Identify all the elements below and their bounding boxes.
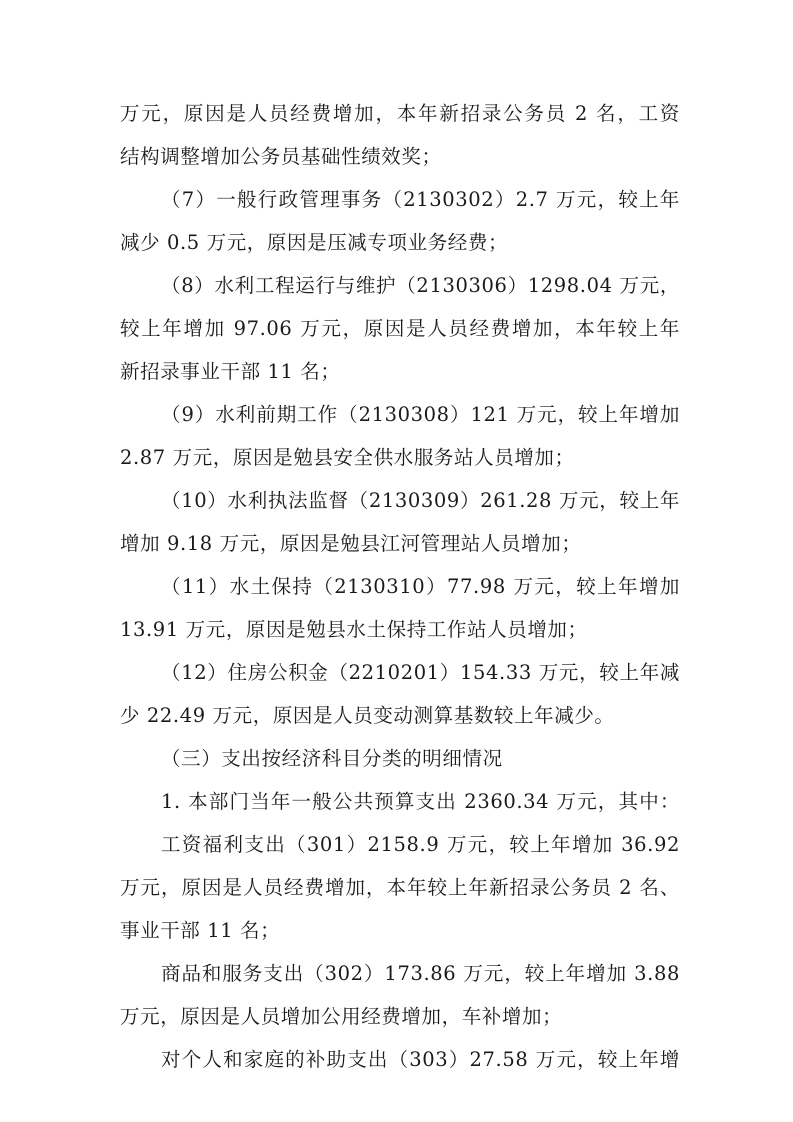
paragraph-line: 1. 本部门当年一般公共预算支出 2360.34 万元，其中： [161,790,680,813]
paragraph-line: 事业干部 11 名； [120,919,281,942]
paragraph-line: （10）水利执法监督（2130309）261.28 万元，较上年 [161,489,680,512]
paragraph-line: （12）住房公积金（2210201）154.33 万元，较上年减 [161,661,680,684]
paragraph-line: 新招录事业干部 11 名； [120,360,341,383]
paragraph-line: 2.87 万元，原因是勉县安全供水服务站人员增加； [120,446,575,469]
paragraph-line: 较上年增加 97.06 万元，原因是人员经费增加，本年较上年 [120,317,680,340]
paragraph-line: 结构调整增加公务员基础性绩效奖； [120,145,442,168]
paragraph-line: （7）一般行政管理事务（2130302）2.7 万元，较上年 [161,188,680,211]
paragraph-line: （11）水土保持（2130310）77.98 万元，较上年增加 [161,575,680,598]
paragraph-line: 增加 9.18 万元，原因是勉县江河管理站人员增加； [120,532,582,555]
paragraph-line: （9）水利前期工作（2130308）121 万元，较上年增加 [161,403,680,426]
paragraph-line: 万元，原因是人员经费增加，本年较上年新招录公务员 2 名、 [120,876,680,899]
paragraph-line: 减少 0.5 万元，原因是压减专项业务经费； [120,231,509,254]
paragraph-line: （8）水利工程运行与维护（2130306）1298.04 万元， [161,274,680,297]
paragraph-line: 少 22.49 万元，原因是人员变动测算基数较上年减少。 [120,704,615,727]
section-heading: （三）支出按经济科目分类的明细情况 [161,747,503,770]
paragraph-line: 13.91 万元，原因是勉县水土保持工作站人员增加； [120,618,588,641]
paragraph-line: 对个人和家庭的补助支出（303）27.58 万元，较上年增 [161,1048,680,1071]
paragraph-line: 万元，原因是人员增加公用经费增加，车补增加； [120,1005,563,1028]
paragraph-line: 万元，原因是人员经费增加，本年新招录公务员 2 名，工资 [120,102,680,125]
paragraph-line: 工资福利支出（301）2158.9 万元，较上年增加 36.92 [161,833,680,856]
paragraph-line: 商品和服务支出（302）173.86 万元，较上年增加 3.88 [161,962,680,985]
